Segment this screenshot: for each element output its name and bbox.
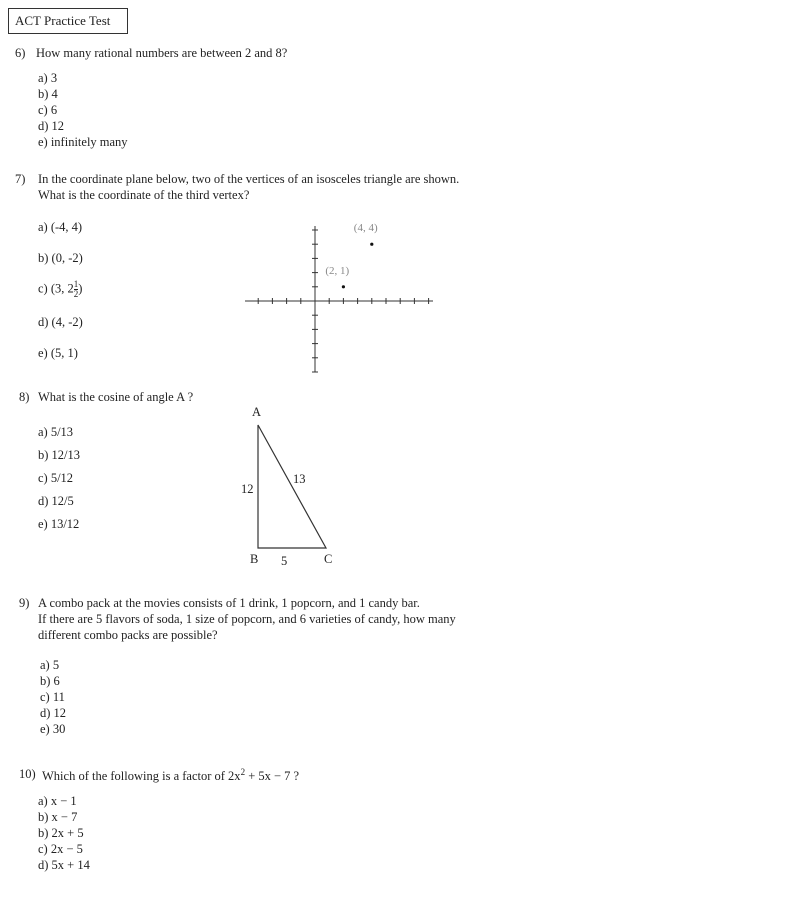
option: d) 12/5 bbox=[38, 494, 74, 508]
vertex-label: A bbox=[252, 405, 262, 419]
option: d) (4, -2) bbox=[38, 315, 83, 329]
option: e) 13/12 bbox=[38, 517, 80, 531]
question-text: different combo packs are possible? bbox=[38, 628, 218, 642]
option: d) 5x + 14 bbox=[38, 858, 90, 872]
question-text: In the coordinate plane below, two of the vertices of an isosceles triangle are shown. bbox=[38, 172, 460, 186]
option: e) (5, 1) bbox=[38, 346, 78, 360]
question-text: How many rational numbers are between 2 and 8? bbox=[36, 46, 288, 60]
question-text: If there are 5 flavors of soda, 1 size of popcorn, and 6 varieties of candy, how many bbox=[38, 612, 456, 626]
side-label: 13 bbox=[293, 472, 306, 486]
option: b) 2x + 5 bbox=[38, 826, 84, 840]
option: b) 6 bbox=[40, 674, 60, 688]
question-text: What is the coordinate of the third vertex? bbox=[38, 188, 250, 202]
side-label: 12 bbox=[241, 482, 254, 496]
option: d) 12 bbox=[40, 706, 67, 720]
option: a) 3 bbox=[38, 71, 58, 85]
option: b) x − 7 bbox=[38, 810, 78, 824]
question-number: 10) bbox=[19, 767, 36, 781]
point-label: (2, 1) bbox=[325, 264, 350, 277]
option: c) 6 bbox=[38, 103, 58, 117]
option: e) 30 bbox=[40, 722, 66, 736]
point-label: (4, 4) bbox=[353, 222, 378, 235]
question-number: 6) bbox=[15, 46, 26, 60]
vertex-label: C bbox=[324, 552, 333, 566]
option: a) 5/13 bbox=[38, 425, 74, 439]
fraction: $\frac{1}{2}$ bbox=[73, 279, 79, 299]
option: b) 4 bbox=[38, 87, 58, 101]
option: a) x − 1 bbox=[38, 794, 77, 808]
option: c) 5/12 bbox=[38, 471, 74, 485]
question-number: 8) bbox=[19, 390, 30, 404]
side-label: 5 bbox=[281, 554, 288, 568]
question-text: Which of the following is a factor of $2x^2 + 5x - 7$ ? bbox=[42, 767, 300, 784]
option: c) 2x − 5 bbox=[38, 842, 83, 856]
option: d) 12 bbox=[38, 119, 65, 133]
question-number: 9) bbox=[19, 596, 30, 610]
vertex-label: B bbox=[250, 552, 259, 566]
option: a) (-4, 4) bbox=[38, 220, 83, 234]
question-text: What is the cosine of angle A ? bbox=[38, 390, 194, 404]
option: e) infinitely many bbox=[38, 135, 128, 149]
question-text: A combo pack at the movies consists of 1 drink, 1 popcorn, and 1 candy bar. bbox=[38, 596, 420, 610]
option: b) (0, -2) bbox=[38, 251, 83, 265]
question-number: 7) bbox=[15, 172, 26, 186]
option: a) 5 bbox=[40, 658, 60, 672]
option: b) 12/13 bbox=[38, 448, 81, 462]
page-title: ACT Practice Test bbox=[8, 8, 128, 34]
option: c) 11 bbox=[40, 690, 65, 704]
option: c) (3, 2 $\frac{1}{2}$ ) bbox=[38, 279, 83, 299]
